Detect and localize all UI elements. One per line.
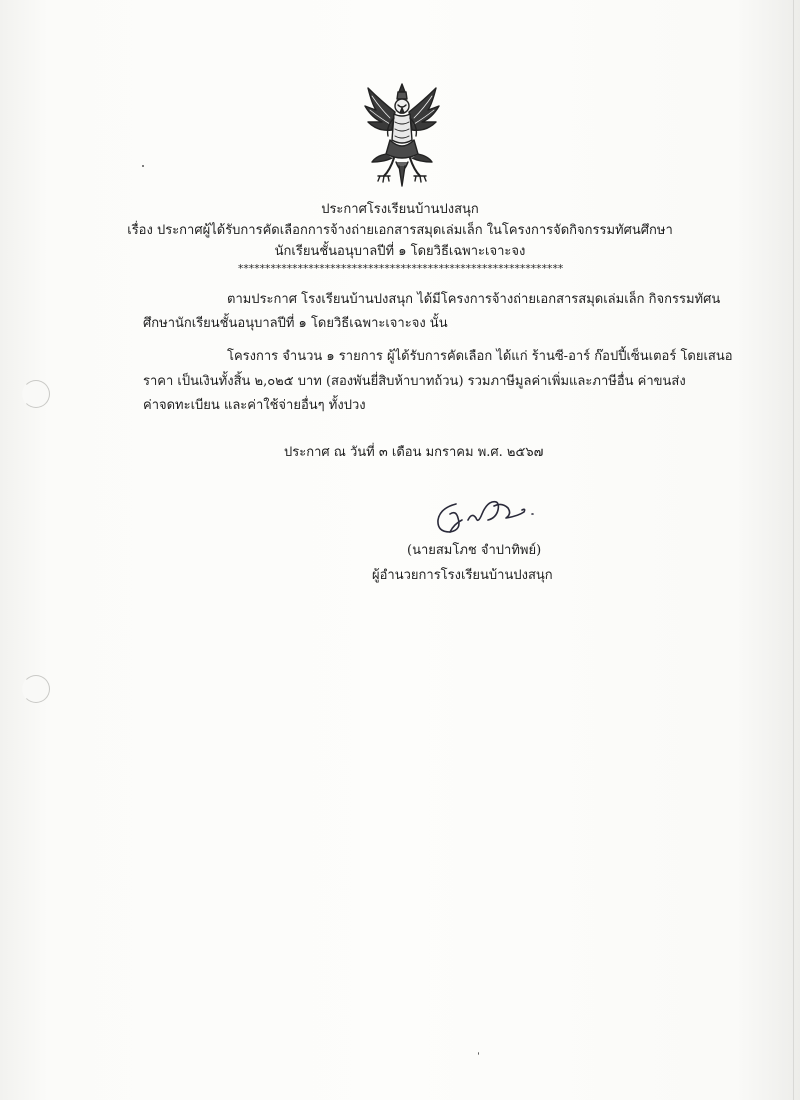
garuda-emblem-icon — [362, 82, 442, 192]
scan-speck — [142, 165, 144, 167]
handwritten-signature — [428, 490, 558, 540]
subject-line-1: เรื่อง ประกาศผู้ได้รับการคัดเลือกการจ้างถ่ายเอกสารสมุดเล่มเล็ก ในโครงการจัดกิจกรรมทัศนศึกษา — [127, 223, 673, 238]
page-edge-line — [793, 0, 794, 1100]
separator-line: ************************************************************ — [237, 262, 563, 275]
scan-speck — [478, 1052, 479, 1055]
document-title: ประกาศโรงเรียนบ้านปงสนุก — [321, 202, 479, 217]
paragraph-1-line-2: ศึกษานักเรียนชั้นอนุบาลปีที่ ๑ โดยวิธีเฉพาะเจาะจง นั้น — [143, 316, 448, 331]
paragraph-2-line-3: ค่าจดทะเบียน และค่าใช้จ่ายอื่นๆ ทั้งปวง — [143, 398, 366, 413]
punch-hole-top — [22, 380, 50, 408]
paragraph-2-line-1: โครงการ จำนวน ๑ รายการ ผู้ได้รับการคัดเลือก ได้แก่ ร้านซี-อาร์ ก๊อปปี้เซ็นเตอร์ โดยเสนอ — [227, 349, 733, 364]
announcement-date: ประกาศ ณ วันที่ ๓ เดือน มกราคม พ.ศ. ๒๕๖๗ — [284, 445, 544, 460]
signer-name: (นายสมโภช จำปาทิพย์) — [407, 543, 542, 558]
paragraph-2-line-2: ราคา เป็นเงินทั้งสิ้น ๒,๐๒๕ บาท (สองพันยี่สิบห้าบาทถ้วน) รวมภาษีมูลค่าเพิ่มและภาษีอื่น ค่าขนส่ง — [143, 374, 686, 389]
punch-hole-bottom — [22, 675, 50, 703]
signer-position: ผู้อำนวยการโรงเรียนบ้านปงสนุก — [372, 568, 553, 583]
paragraph-1-line-1: ตามประกาศ โรงเรียนบ้านปงสนุก ได้มีโครงการจ้างถ่ายเอกสารสมุดเล่มเล็ก กิจกรรมทัศน — [227, 292, 721, 307]
subject-line-2: นักเรียนชั้นอนุบาลปีที่ ๑ โดยวิธีเฉพาะเจาะจง — [274, 244, 526, 259]
